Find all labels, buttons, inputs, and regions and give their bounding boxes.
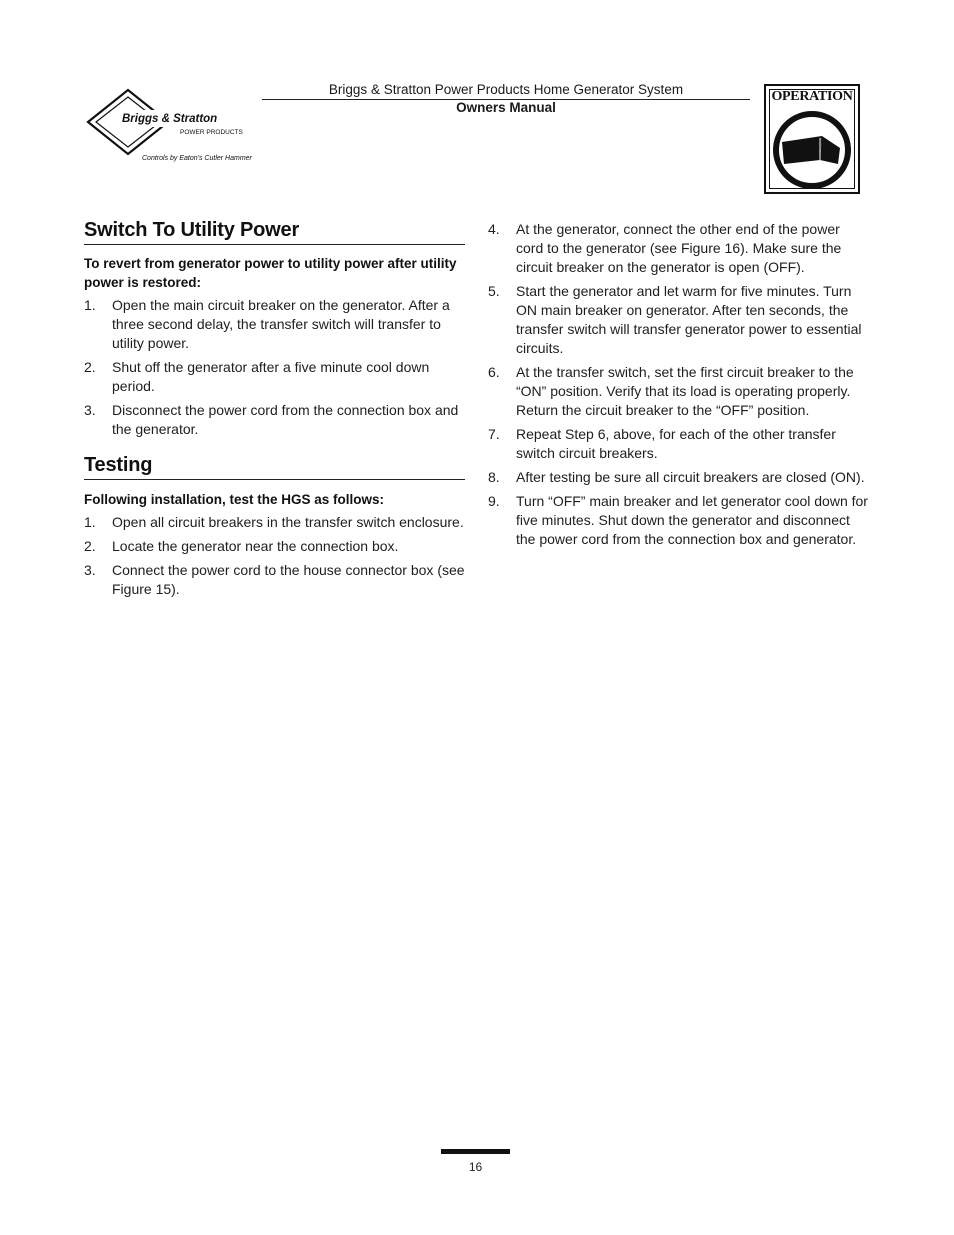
step-text: At the generator, connect the other end of the power cord to the generator (see Figure 16). Make sure the circuit breaker on the generator is open (OFF). bbox=[516, 221, 842, 275]
step-number: 1. bbox=[84, 297, 96, 313]
switch-utility-steps bbox=[84, 296, 466, 444]
step-text: Connect the power cord to the house connector box (see Figure 15). bbox=[112, 562, 465, 597]
step-number: 9. bbox=[488, 493, 500, 509]
list-item bbox=[488, 468, 870, 487]
list-item bbox=[84, 561, 466, 599]
footer-bar bbox=[441, 1149, 510, 1154]
briggs-stratton-logo bbox=[86, 88, 256, 168]
step-number: 1. bbox=[84, 514, 96, 530]
step-number: 6. bbox=[488, 364, 500, 380]
step-number: 2. bbox=[84, 359, 96, 375]
list-item bbox=[488, 492, 870, 549]
step-number: 3. bbox=[84, 562, 96, 578]
list-item bbox=[488, 363, 870, 420]
step-number: 7. bbox=[488, 426, 500, 442]
step-text: Locate the generator near the connection box. bbox=[112, 538, 399, 554]
list-item bbox=[84, 401, 466, 439]
operation-badge bbox=[764, 84, 860, 194]
list-item bbox=[488, 425, 870, 463]
step-number: 3. bbox=[84, 402, 96, 418]
step-text: Disconnect the power cord from the connection box and the generator. bbox=[112, 402, 459, 437]
step-text: Shut off the generator after a five minute cool down period. bbox=[112, 359, 430, 394]
list-item bbox=[84, 358, 466, 396]
list-item bbox=[84, 296, 466, 353]
testing-steps-right bbox=[488, 220, 870, 554]
logo-caption: Controls by Eaton's Cutler Hammer bbox=[142, 155, 252, 162]
step-number: 2. bbox=[84, 538, 96, 554]
list-item bbox=[488, 282, 870, 358]
step-text: Open the main circuit breaker on the generator. After a three second delay, the transfer switch will transfer to utility power. bbox=[112, 297, 450, 351]
testing-heading: Testing bbox=[84, 454, 465, 480]
document-subtitle: Owners Manual bbox=[456, 100, 556, 115]
testing-intro: Following installation, test the HGS as follows: bbox=[84, 492, 385, 507]
list-item bbox=[84, 513, 466, 532]
switch-handle-icon bbox=[770, 108, 854, 188]
logo-subtext: POWER PRODUCTS bbox=[180, 129, 243, 136]
switch-utility-intro: To revert from generator power to utility power after utility power is restored: bbox=[84, 256, 457, 290]
step-text: Open all circuit breakers in the transfer switch enclosure. bbox=[112, 514, 464, 530]
step-text: Start the generator and let warm for five minutes. Turn ON main breaker on generator. After ten seconds, the transfer switch will transfer generator power to essential circuits. bbox=[516, 283, 862, 356]
step-number: 4. bbox=[488, 221, 500, 237]
page-number: 16 bbox=[468, 1160, 483, 1174]
list-item bbox=[84, 537, 466, 556]
switch-utility-heading: Switch To Utility Power bbox=[84, 219, 465, 245]
step-text: Repeat Step 6, above, for each of the other transfer switch circuit breakers. bbox=[516, 426, 836, 461]
step-text: At the transfer switch, set the first circuit breaker to the “ON” position. Verify that its load is operating properly. Return the circuit breaker to the “OFF” position. bbox=[516, 364, 854, 418]
logo-text: Briggs & Stratton bbox=[122, 113, 218, 125]
document-title: Briggs & Stratton Power Products Home Generator System bbox=[328, 82, 684, 97]
list-item bbox=[488, 220, 870, 277]
step-text: After testing be sure all circuit breakers are closed (ON). bbox=[516, 469, 865, 485]
operation-badge-label: OPERATION bbox=[771, 89, 853, 104]
step-number: 8. bbox=[488, 469, 500, 485]
step-number: 5. bbox=[488, 283, 500, 299]
testing-steps-left bbox=[84, 513, 466, 604]
step-text: Turn “OFF” main breaker and let generator cool down for five minutes. Shut down the generator and disconnect the power cord from the connection box and generator. bbox=[516, 493, 868, 547]
